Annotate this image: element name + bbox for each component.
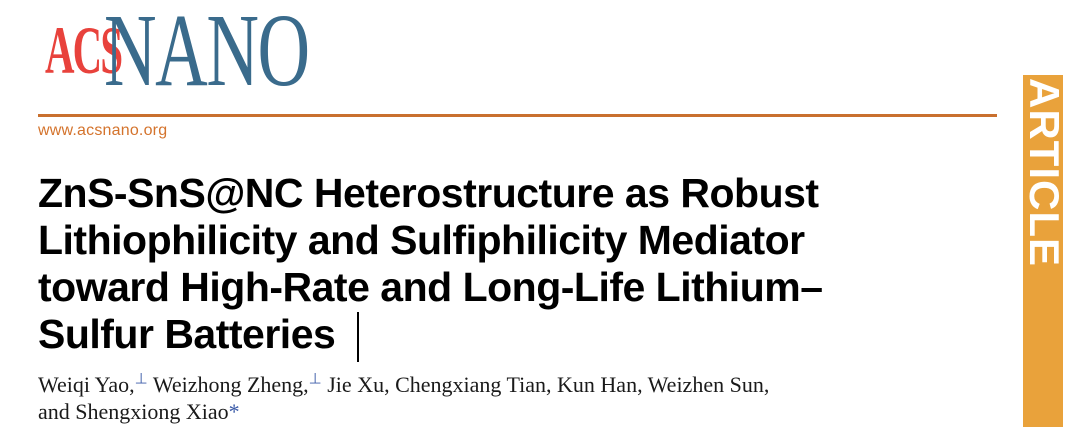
title-line-4: Sulfur Batteries bbox=[38, 311, 336, 357]
nano-logo-text: NANO bbox=[104, 0, 309, 108]
header-divider-rule bbox=[38, 114, 997, 117]
author-names: Jie Xu, Chengxiang Tian, Kun Han, Weizhen Sun, bbox=[321, 372, 770, 397]
authors-block bbox=[38, 371, 769, 425]
author-line-2 bbox=[38, 398, 769, 425]
text-cursor bbox=[357, 312, 359, 362]
author-names: Weiqi Yao, bbox=[38, 372, 135, 397]
affiliation-superscript: ⊥ bbox=[134, 371, 148, 388]
article-banner bbox=[1021, 75, 1068, 427]
corresponding-author-mark: * bbox=[228, 399, 240, 424]
article-banner-label: ARTICLE bbox=[1021, 78, 1068, 267]
paper-title bbox=[38, 170, 823, 358]
acs-logo-text: ACS bbox=[45, 12, 122, 88]
title-line-1: ZnS-SnS@NC Heterostructure as Robust bbox=[38, 170, 819, 216]
journal-logo bbox=[45, 0, 345, 108]
author-names: and Shengxiong Xiao bbox=[38, 399, 229, 424]
title-line-2: Lithiophilicity and Sulfiphilicity Mediator bbox=[38, 217, 805, 263]
author-names: Weizhong Zheng, bbox=[147, 372, 309, 397]
title-line-3: toward High-Rate and Long-Life Lithium– bbox=[38, 264, 823, 310]
journal-url-link[interactable]: www.acsnano.org bbox=[38, 122, 168, 139]
affiliation-superscript: ⊥ bbox=[308, 371, 322, 388]
author-line-1 bbox=[38, 371, 769, 398]
